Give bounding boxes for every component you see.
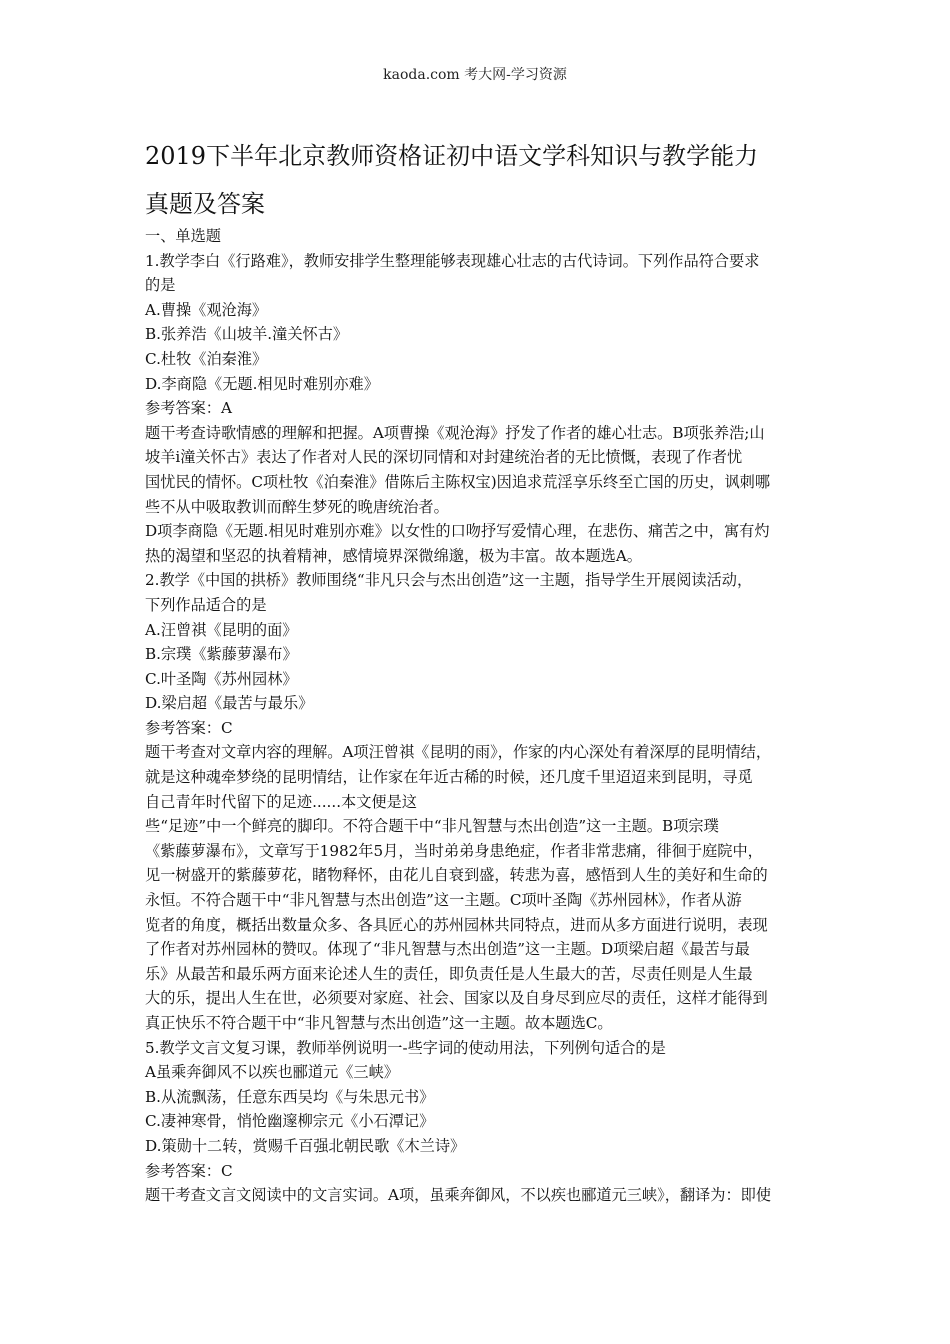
text-line: D项李商隐《无题.相见时难别亦难》以女性的口吻抒写爱情心理，在悲伤、痛苦之中，寓有灼	[145, 522, 770, 541]
text-line: 国忧民的情怀。C项杜牧《泊秦淮》借陈后主陈权宝)因追求荒淫享乐终至亡国的历史，讽刺哪	[145, 472, 771, 491]
text-line: C.叶圣陶《苏州园林》	[145, 669, 298, 688]
text-line: B.从流飘荡，任意东西吴均《与朱思元书》	[145, 1087, 435, 1106]
text-line: 一、单选题	[145, 227, 221, 245]
text-line: 题干考查诗歌情感的理解和把握。A项曹操《观沧海》抒发了作者的雄心壮志。B项张养浩;山	[145, 423, 765, 442]
text-line: 参考答案：C	[145, 1161, 233, 1180]
text-line: 乐》从最苦和最乐两方面来论述人生的责任，即负责任是人生最大的苦，尽责任则是人生最	[145, 964, 753, 983]
document-body	[145, 224, 825, 1208]
text-line: 坡羊i潼关怀古》表达了作者对人民的深切同情和对封建统治者的无比愤慨，表现了作者忧	[145, 448, 743, 467]
document-title-line-2: 真题及答案	[145, 190, 265, 218]
text-line: 些“足迹”中一个鲜亮的脚印。不符合题干中“非凡智慧与杰出创造”这一主题。B项宗璞	[145, 817, 719, 836]
text-line: 的是	[145, 276, 176, 295]
text-line: 《紫藤萝瀑布》，文章写于1982年5月，当时弟弟身患绝症，作者非常悲痛，徘徊于庭院中，	[145, 841, 763, 860]
text-line: 5.教学文言文复习课，教师举例说明一-些字词的使动用法，下列例句适合的是	[145, 1038, 666, 1057]
text-line: 就是这种魂牵梦绕的昆明情结，让作家在年近古稀的时候，还几度千里迢迢来到昆明，寻觅	[145, 768, 753, 787]
text-line: B.宗璞《紫藤萝瀑布》	[145, 645, 298, 664]
text-line: 览者的角度，概括出数量众多、各具匠心的苏州园林共同特点，进而从多方面进行说明，表现	[145, 915, 768, 934]
text-line: 题干考查文言文阅读中的文言实词。A项，虽乘奔御风，不以疾也郦道元三峡》，翻译为：即使	[145, 1186, 772, 1205]
text-line: 2.教学《中国的拱桥》教师围绕“非凡只会与杰出创造”这一主题，指导学生开展阅读活动，	[145, 571, 753, 590]
text-line: C.杜牧《泊秦淮》	[145, 349, 268, 368]
text-line: 热的渴望和坚忍的执着精神，感情境界深微绵邈，极为丰富。故本题选A。	[145, 546, 642, 565]
text-line: A.曹操《观沧海》	[145, 300, 268, 319]
page-header: kaoda.com 考大网-学习资源	[383, 67, 567, 83]
text-line: 1.教学李白《行路难》，教师安排学生整理能够表现雄心壮志的古代诗词。下列作品符合要求	[145, 251, 760, 270]
text-line: 永恒。不符合题干中“非凡智慧与杰出创造”这一主题。C项叶圣陶《苏州园林》，作者从游	[145, 891, 742, 910]
text-line: D.李商隐《无题.相见时难别亦难》	[145, 374, 379, 393]
text-line: 下列作品适合的是	[145, 595, 267, 614]
text-line: 自己青年时代留下的足迹......本文便是这	[145, 792, 417, 811]
document-title-line-1: 2019下半年北京教师资格证初中语文学科知识与教学能力	[145, 142, 759, 170]
text-line: 见一树盛开的紫藤萝花，睹物释怀，由花儿自衰到盛，转悲为喜，感悟到人生的美好和生命的	[145, 866, 768, 885]
text-line: A虽乘奔御风不以疾也郦道元《三峡》	[145, 1063, 399, 1082]
text-line: A.汪曾祺《昆明的面》	[145, 620, 298, 639]
text-line: D.梁启超《最苦与最乐》	[145, 694, 314, 713]
text-line: 了作者对苏州园林的赞叹。体现了“非凡智慧与杰出创造”这一主题。D项梁启超《最苦与最	[145, 940, 750, 959]
text-line: 题干考查对文章内容的理解。A项汪曾祺《昆明的雨》，作家的内心深处有着深厚的昆明情结，	[145, 743, 772, 762]
text-line: C.凄神寒骨，悄怆幽邃柳宗元《小石潭记》	[145, 1112, 435, 1131]
text-line: B.张养浩《山坡羊.潼关怀古》	[145, 325, 349, 344]
text-line: 参考答案：A	[145, 399, 232, 418]
text-line: 大的乐，提出人生在世，必须要对家庭、社会、国家以及自身尽到应尽的责任，这样才能得到	[145, 989, 768, 1008]
text-line: 真正快乐不符合题干中“非凡智慧与杰出创造”这一主题。故本题选C。	[145, 1014, 613, 1032]
text-line: 些不从中吸取教训而醉生梦死的晚唐统治者。	[145, 497, 449, 516]
text-line: 参考答案：C	[145, 718, 233, 737]
text-line: D.策勋十二转，赏赐千百强北朝民歌《木兰诗》	[145, 1136, 466, 1155]
